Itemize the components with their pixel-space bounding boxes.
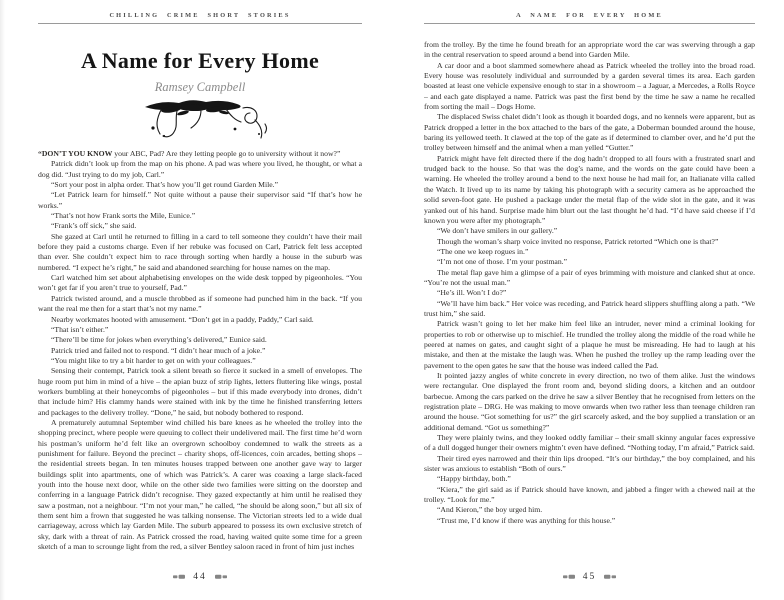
footer-dingbat-icon [214,574,227,580]
story-paragraph: “Let Patrick learn for himself.” Not quite without a pause their supervisor said “If that’s how he works.” [38,190,362,210]
story-paragraph: “He’s ill. Won’t I do?” [437,288,507,298]
story-paragraph: “You might like to try a bit harder to get on with your colleagues.” [51,355,256,365]
story-paragraph: A car door and a boot slammed somewhere ahead as Patrick wheeled the trolley into the broad road. Every house was resolutely individual and surrounded by a garden several times its area. Each garden boasted at least one vehicle expensive enough to star in a showroom – a Jaguar, a Mercedes, a Rolls Royce – and each gate displayed a name. Patrick was past the first bend by the time he saw a name he recalled from sorting the mail – Dogs Home. [424,60,755,112]
story-paragraph: Patrick might have felt directed there if the dog hadn’t dropped to all fours with a frustrated snarl and trudged back to the house. So that was the dog’s name, and the words on the gate could have been a warning. He wheeled the trolley around a bend to the next house he had mail for, an Italianate villa called the Watch. It lived up to its name by taking his photograph with a security camera as he approached the solid seven-foot gate. He pushed a package under the metal flap of the wide slot in the gate, and it was yanked out of his hand. Surprise made him blurt out the last thought he’d had. “I’d have said cheese if I’d known you were after my photograph.” [424,153,755,225]
story-paragraph: The metal flap gave him a glimpse of a pair of eyes brimming with moisture and clanked shut at once. “You’re not the usual man.” [424,267,755,287]
footer-dingbat-icon [563,574,576,580]
story-paragraph: Patrick tried and failed not to respond. “I didn’t hear much of a joke.” [51,345,266,355]
footer-dingbat-icon [603,574,616,580]
story-paragraph: “Frank’s off sick,” she said. [51,221,137,231]
story-paragraph: Though the woman’s sharp voice invited no response, Patrick retorted “Which one is that?” [437,236,719,246]
story-paragraph: “We don’t have smilers in our gallery.” [437,226,558,236]
story-author: Ramsey Campbell [154,80,246,94]
story-paragraph: from the trolley. By the time he found breath for an appropriate word the car was swerving through a gap in the central reservation to speed around a bend into Garden Mile. [424,40,755,60]
story-paragraph: “That isn’t either.” [51,324,109,334]
story-paragraph: “The one we keep rogues in.” [437,246,529,256]
story-title: A Name for Every Home [80,48,320,73]
ink-floral-flourish-icon [131,98,269,144]
story-paragraph: A prematurely autumnal September wind chilled his bare knees as he wheeled the trolley into the shopping precinct, where people were queuing to collect their undelivered mail. The first time he’d worn his postman’s uniform he’d felt like an overgrown schoolboy condemned to walk the streets as a punishment for failure. Beyond the precinct – charity shops, off-licences, coin arcades, betting shops – the residential streets began. In ten minutes houses trapped between one another gave way to larger buildings split into apartments, one of which was Patrick’s. A carer was coaxing a large slack-faced youth into the house next door, while on the other side two families were sitting on the doorstep and conferring in a language Patrick didn’t recognise. They gazed expectantly at him until he realised they saw a postman, not a neighbour. “I’m not your man,” he called, “he should be along soon,” but all six of them sent him a frown that suggested he was talking nonsense. The Victorian streets led to a wide dual carriageway, across which lay Garden Mile. The suburb appeared to possess its own exclusive stretch of sky, dark with a threat of rain. As Patrick crossed the road, having waited quite some time for a green sketch of a man to scrounge light from the red, a silver Bentley saloon raced in front of him just inches [38,417,362,552]
story-paragraph: Their tired eyes narrowed and their thin lips drooped. “It’s our birthday,” the boy complained, and his sister was anxious to establish “Both of ours.” [424,453,755,474]
story-paragraph: “Trust me, I’d know if there was anything for this house.” [437,515,616,525]
left-page [38,0,362,600]
story-paragraph: Patrick wasn’t going to let her make him feel like an intruder, never mind a criminal looking for properties to rob or otherwise up to mischief. He trundled the trolley along the middle of the road while he peered at names on gates, and caught sight of a plaque he must be misreading. He had to laugh at his mistake, and then at the mistake the laugh was. When he pushed the trolley up the ramp leading over the pavement to the open gates he saw that the house was indeed called the Pad. [424,319,755,370]
running-header: A NAME FOR EVERY HOME [516,12,663,19]
story-body-left [38,149,362,563]
story-paragraph: The displaced Swiss chalet didn’t look as though it boarded dogs, and no kennels were apparent, but as Patrick dropped a letter in the box attached to the bars of the gate, a Doberman bounded around the house, baring its yellowed teeth. It clawed at the top of the gate as if determined to clamber over, and he’d put the trolley between himself and the animal when a man yelled “Gutter.” [424,112,755,153]
story-body-right [424,40,755,550]
story-paragraph: It pointed jazzy angles of white concrete in every direction, no two of them alike. Just the windows were rectangular. One displayed the front room and, beyond sliding doors, a kitchen and an outdoor barbecue. Among the cars parked on the drive he saw a silver Bentley that he recognised from letters on the registration plate – DRG. He was making to move onwards when two rather less than teenage children ran around the house. “Got something for us?” the girl scarcely asked, and the boy supplied a translation or an additional demand. “Got us something?” [424,371,755,432]
page-number: 44 [193,571,207,582]
footer-dingbat-icon [173,574,186,580]
header-rule [424,23,755,24]
page-number: 45 [582,571,597,582]
story-paragraph: “Happy birthday, both.” [437,474,511,484]
story-paragraph: Sensing their contempt, Patrick took a silent breath so fierce it sucked in a smell of envelopes. The huge room put him in mind of a hive – the apian buzz of strip lights, letters fluttering like wings, postal workers bumbling at their honeycombs of pigeonholes – but if this made everybody into drones, didn’t that include him? His clammy hands were stained with ink by the time he finished transferring letters and packages to the delivery trolley. “Done,” he said, but nobody bothered to respond. [38,366,362,417]
page-edge-shade [0,0,5,600]
header-rule [38,23,362,24]
story-paragraph: “There’ll be time for jokes when everything’s delivered,” Eunice said. [51,335,267,345]
story-paragraph: They were plainly twins, and they looked oddly familiar – their small skinny angular faces expressive of a dull dogged hunger their owners mightn’t even have defined. “Nothing today, I’m afraid,” Patrick said. [424,433,755,453]
story-paragraph: “And Kieron,” the boy urged him. [437,505,543,515]
story-paragraph: She gazed at Carl until he returned to filling in a card to tell someone they couldn’t have their mail before they paid a customs charge. Even if her rebuke was focused on Carl, Patrick felt less accepted than ever. She couldn’t expect him to race through sorting when hardly a house in the suburb was numbered. “I expect he’s right,” he said and abandoned searching for house names on the map. [38,231,362,272]
running-header: CHILLING CRIME SHORT STORIES [109,12,291,19]
story-paragraph: “DON’T YOU KNOW your ABC, Pad? Are they letting people go to university without it now?” [38,149,341,158]
story-paragraph: “That’s not how Frank sorts the Mile, Eunice.” [51,211,196,221]
story-paragraph: “We’ll have him back.” Her voice was receding, and Patrick heard slippers shuffling along a path. “We trust him,” she said. [424,298,755,318]
left-page-header [38,0,362,24]
right-page-header [424,0,755,24]
right-page [424,0,755,600]
story-paragraph: Nearby workmates hooted with amusement. “Don’t get in a paddy, Paddy,” Carl said. [51,314,314,324]
story-paragraph: “Sort your post in alpha order. That’s how you’ll get round Garden Mile.” [51,180,279,190]
right-page-footer [424,573,755,583]
story-paragraph: “Kiera,” the girl said as if Patrick should have known, and jabbed a finger with a chewed nail at the trolley. “Look for me.” [424,484,755,505]
story-paragraph: Patrick didn’t look up from the map on his phone. A pad was where you lived, he thought, or what a dog did. “Just trying to do my job, Carl.” [38,159,362,179]
story-paragraph: Patrick twisted around, and a muscle throbbed as if someone had punched him in the back. “If you want the real me then for a start that’s not my name.” [38,293,362,314]
story-paragraph: Carl watched him set about alphabetising envelopes on the wide desk topped by pigeonholes. “You won’t get far if you aren’t true to yourself, Pad.” [38,273,362,293]
story-paragraph: “I’m not one of those. I’m your postman.” [437,257,568,267]
left-page-footer [38,573,362,583]
